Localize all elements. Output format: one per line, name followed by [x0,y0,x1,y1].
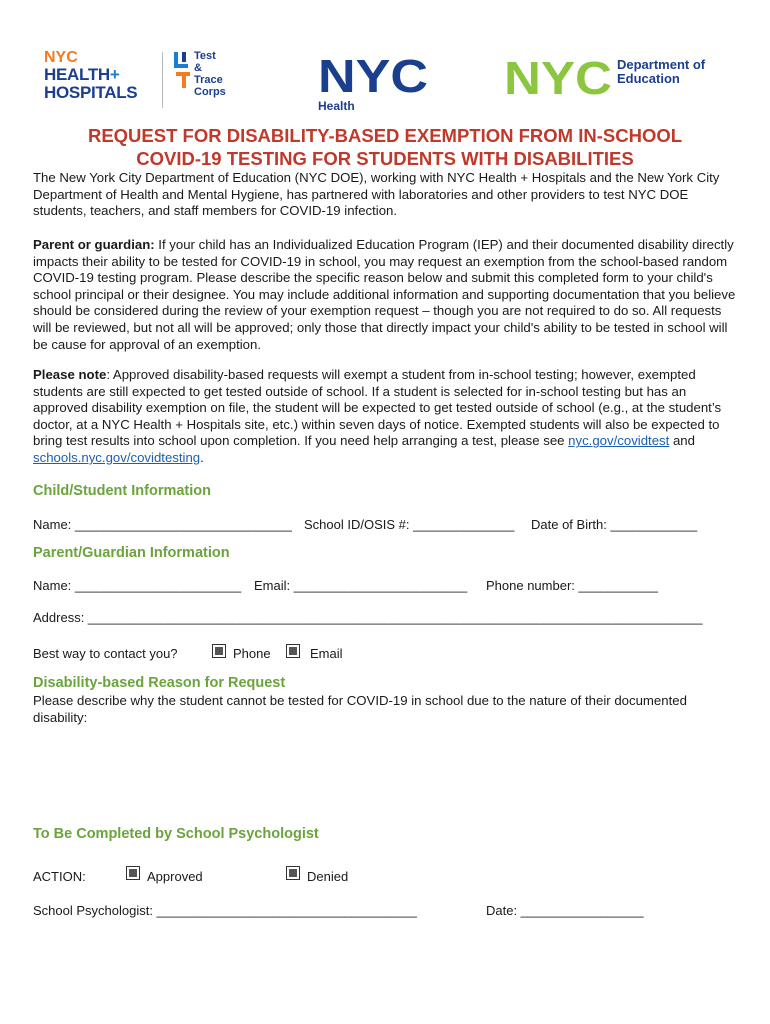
address-field[interactable]: Address: _____________________________________________________________________________________ [33,610,703,625]
logo-text-hospitals: HOSPITALS [44,83,138,102]
parent-label: Parent or guardian: [33,237,155,252]
parent-email-field[interactable]: Email: ________________________ [254,578,468,593]
contact-preference-label: Best way to contact you? [33,646,178,661]
doe-logo [504,56,706,103]
checkbox-icon [126,866,140,880]
logo-text-department: Department of [617,57,706,72]
logo-text-health-dept: Health [318,99,355,113]
reason-text-area[interactable] [33,730,737,820]
note-text: : Approved disability-based requests will exempt a student from in-school testing; however, exempted students are still expected to get tested outside of school. If a student is selected for in-school testing but has an approved disability exemption on file, the student will be expected to get tested outside of school (e.g., at the student’s doctor, at a NYC Health + Hospitals site, etc.) within seven days of notice. Exempted students will also be expected to bring test results into school upon completion. If you need help arranging a test, please see [33,367,722,449]
parent-name-field[interactable]: Name: _______________________ [33,578,242,593]
denied-option-label: Denied [307,869,349,884]
checkbox-icon [286,644,300,658]
note-and: and [669,433,695,449]
intro-paragraph: The New York City Department of Education (NYC DOE), working with NYC Health + Hospitals and the New York City Department of Health and Mental Hygiene, has partnered with laboratories and other providers to test NYC DOE students, teachers, and staff members for COVID-19 infection. [33,170,720,219]
logo-text-test: Test & [194,50,216,74]
test-trace-corps-logo [172,50,226,98]
nyc-wordmark-icon [318,54,430,96]
date-of-birth-field[interactable]: Date of Birth: ____________ [531,517,698,532]
nyc-health-logo [318,54,430,113]
doe-nyc-mark: NYC [504,56,612,98]
logo-divider [162,52,163,108]
nyc-health-mark: NYC [318,54,428,96]
title-line-2: COVID-19 TESTING FOR STUDENTS WITH DISABILITIES [136,148,634,169]
test-trace-mark-icon [172,50,194,90]
school-id-field[interactable]: School ID/OSIS #: ______________ [304,517,515,532]
parent-phone-field[interactable]: Phone number: ___________ [486,578,659,593]
approved-checkbox[interactable] [126,866,140,884]
covidtest-link[interactable]: nyc.gov/covidtest [568,433,670,449]
logo-text-education: Education [617,71,680,86]
title-line-1: REQUEST FOR DISABILITY-BASED EXEMPTION FROM IN-SCHOOL [87,125,683,146]
email-option-label: Email [310,646,343,661]
logo-text-corps: Corps [194,86,226,98]
doe-nyc-wordmark-icon [504,56,614,98]
parent-paragraph [33,237,743,353]
parent-section-heading: Parent/Guardian Information [33,545,230,561]
logo-text-health: HEALTH [44,65,110,84]
psychologist-field[interactable]: School Psychologist: ____________________________________ [33,903,417,918]
child-section-heading: Child/Student Information [33,483,212,499]
approved-option-label: Approved [147,869,203,884]
phone-option-label: Phone [233,646,271,661]
action-label: ACTION: [33,869,86,884]
child-name-field[interactable]: Name: ______________________________ [33,517,292,532]
phone-checkbox[interactable] [212,644,226,662]
covidtesting-link[interactable]: schools.nyc.gov/covidtesting [33,449,201,465]
logo-plus: + [109,65,120,84]
reason-section-heading: Disability-based Reason for Request [33,675,286,691]
email-checkbox[interactable] [286,644,300,662]
note-label: Please note [33,367,107,382]
checkbox-icon [212,644,226,658]
reason-instructions: Please describe why the student cannot be tested for COVID-19 in school due to the nature of their documented disability: [33,693,687,725]
parent-text: If your child has an Individualized Education Program (IEP) and their documented disability directly impacts their ability to be tested for COVID-19 in school, you may request an exemption from the school-based random COVID-19 testing program. Please describe the specific reason below and submit this completed form to your child's school principal or their designee. You may include additional information and supporting documentation that you believe should be considered during the review of your exemption request – though you are not required to do so. All requests will be reviewed, but not all will be approved; only those that directly impact your child's ability to be tested in school will be cause for approval of an exemption. [33,237,736,352]
denied-checkbox[interactable] [286,866,300,884]
nyc-health-hospitals-logo [44,50,156,102]
checkbox-icon [286,866,300,880]
psychologist-section-heading: To Be Completed by School Psychologist [33,826,319,842]
note-end: . [200,449,204,465]
page-title [30,124,740,170]
note-paragraph [33,367,743,467]
logo-bar [0,48,770,118]
logo-text-nyc: NYC [44,49,78,66]
psychologist-date-field[interactable]: Date: _________________ [486,903,644,918]
logo-text-trace: Trace [194,74,223,86]
